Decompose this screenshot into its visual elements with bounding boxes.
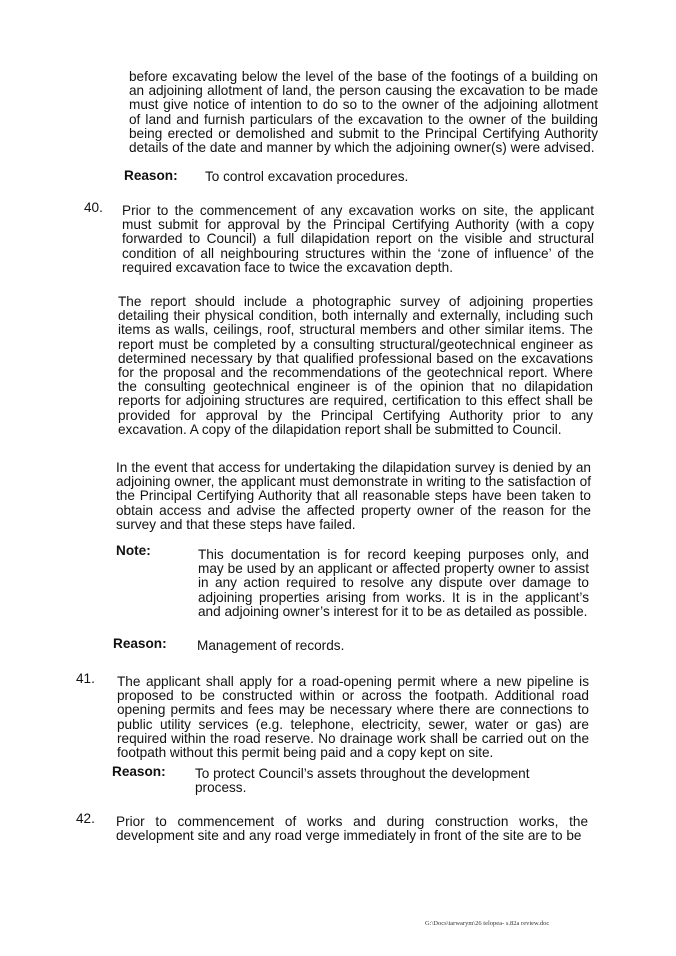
condition-40-note-label: Note: [116, 543, 151, 558]
condition-40-paragraph-1: Prior to the commencement of any excavation works on site, the applicant must submit for approval by the Principal Certifying Authority (with a copy forwarded to Council) a full dilapidation report on the visible and structural condition of all neighbouring structures within the ‘zone of influence’ of the required excavation face to twice the excavation depth. [122, 203, 594, 275]
condition-41-number: 41. [76, 671, 95, 686]
condition-40-note-text: This documentation is for record keeping purposes only, and may be used by an applicant or affected property owner to assist in any action required to resolve any dispute over damage to adjoining properties arising from works. It is in the applicant’s and adjoining owner’s interest for it to be as detailed as possible. [198, 547, 589, 619]
condition-41-paragraph-1: The applicant shall apply for a road-opening permit where a new pipeline is proposed to be constructed within or across the footpath. Additional road opening permits and fees may be necessary where there are connections to public utility services (e.g. telephone, electricity, sewer, water or gas) are required within the road reserve. No drainage work shall be carried out on the footpath without this permit being paid and a copy kept on site. [117, 674, 589, 761]
condition-40-paragraph-3: In the event that access for undertaking the dilapidation survey is denied by an adjoining owner, the applicant must demonstrate in writing to the satisfaction of the Principal Certifying Authority that all reasonable steps have been taken to obtain access and advise the affected property owner of the reason for the survey and that these steps have failed. [116, 460, 591, 532]
condition-41-reason-text: To protect Council’s assets throughout the development process. [195, 766, 530, 796]
condition-40-reason-text: Management of records. [197, 638, 345, 653]
intro-reason-label: Reason: [124, 168, 178, 183]
condition-40-number: 40. [84, 200, 103, 215]
condition-42-paragraph-1: Prior to commencement of works and during construction works, the development site and any road verge immediately in front of the site are to be [116, 814, 588, 844]
condition-40-reason-label: Reason: [113, 636, 167, 651]
intro-paragraph: before excavating below the level of the base of the footings of a building on an adjoining allotment of land, the person causing the excavation to be made must give notice of intention to do so to the owner of the adjoining allotment of land and furnish particulars of the excavation to the owner of the building being erected or demolished and submit to the Principal Certifying Authority details of the date and manner by which the adjoining owner(s) were advised. [129, 69, 598, 156]
condition-40-paragraph-2: The report should include a photographic survey of adjoining properties detailing their physical condition, both internally and externally, including such items as walls, ceilings, roof, structural members and other similar items. The report must be completed by a consulting structural/geotechnical engineer as determined necessary by that qualified professional based on the excavations for the proposal and the recommendations of the geotechnical report. Where the consulting geotechnical engineer is of the opinion that no dilapidation reports for adjoining structures are required, certification to this effect shall be provided for approval by the Principal Certifying Authority prior to any excavation. A copy of the dilapidation report shall be submitted to Council. [118, 294, 593, 437]
footer-file-path: G:\Docs\tarwarym\26 telopea- s.82a review.doc [425, 920, 550, 927]
condition-42-number: 42. [76, 811, 95, 826]
condition-41-reason-label: Reason: [112, 764, 166, 779]
intro-reason-text: To control excavation procedures. [205, 169, 409, 184]
